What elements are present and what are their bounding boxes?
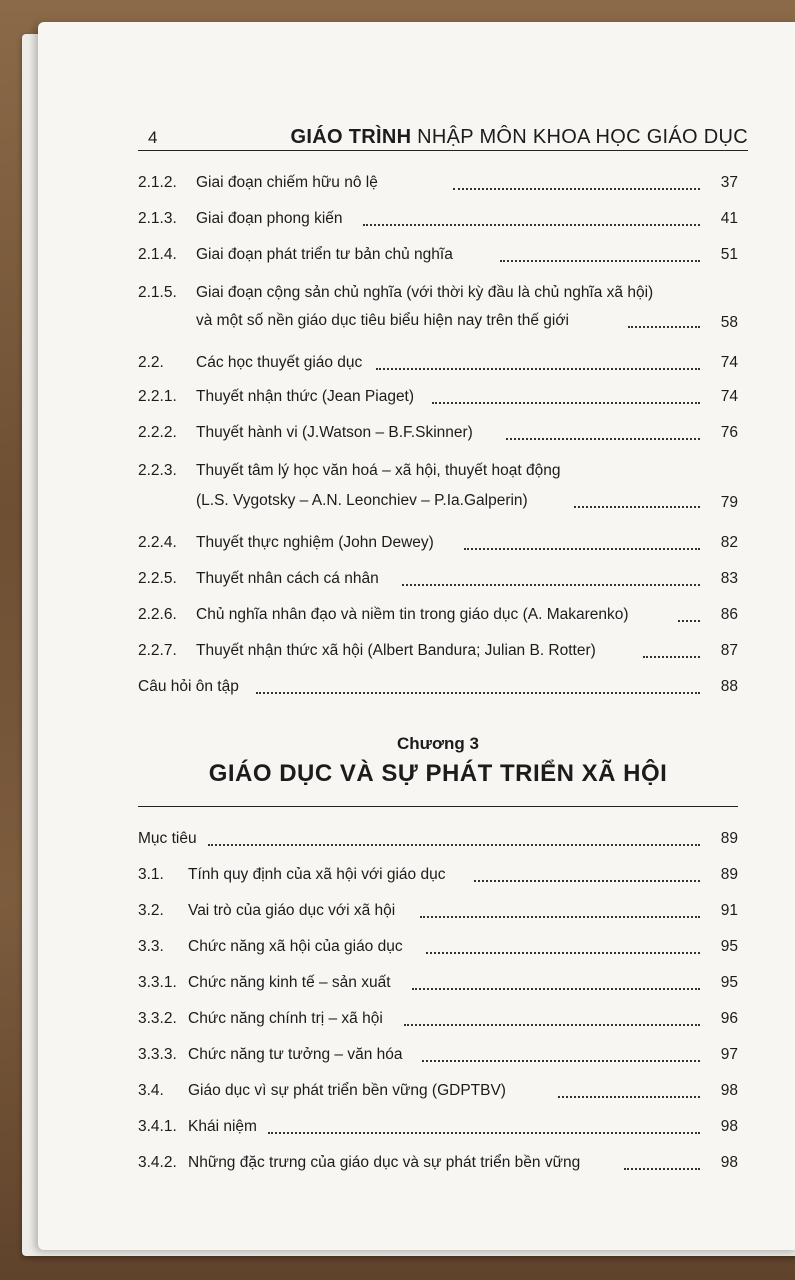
entry-page: 58 (720, 314, 738, 331)
running-title-rest: NHẬP MÔN KHOA HỌC GIÁO DỤC (411, 126, 748, 148)
header-rule (138, 150, 748, 151)
dot-leader (628, 326, 700, 328)
entry-page: 98 (720, 1082, 738, 1099)
entry-page: 74 (720, 354, 738, 371)
entry-title: Chủ nghĩa nhân đạo và niềm tin trong giáo dục (A. Makarenko) (196, 606, 629, 623)
entry-number: 3.3. (138, 938, 164, 955)
entry-title: Thuyết nhân cách cá nhân (196, 570, 379, 587)
dot-leader (404, 1024, 700, 1026)
entry-page: 95 (720, 974, 738, 991)
entry-title: Chức năng xã hội của giáo dục (188, 938, 403, 955)
dot-leader (426, 952, 700, 954)
dot-leader (412, 988, 700, 990)
entry-title: Những đặc trưng của giáo dục và sự phát triển bền vững (188, 1154, 581, 1171)
entry-number: 2.2.6. (138, 606, 177, 623)
entry-title: Câu hỏi ôn tập (138, 678, 239, 695)
entry-title: Khái niệm (188, 1118, 257, 1135)
entry-page: 79 (720, 494, 738, 511)
entry-title: Các học thuyết giáo dục (196, 354, 363, 371)
dot-leader (678, 620, 700, 622)
entry-number: 2.2.2. (138, 424, 177, 441)
dot-leader (402, 584, 700, 586)
entry-page: 88 (720, 678, 738, 695)
entry-number: 3.2. (138, 902, 164, 919)
entry-page: 83 (720, 570, 738, 587)
entry-title: Mục tiêu (138, 830, 197, 847)
entry-page: 89 (720, 866, 738, 883)
dot-leader (432, 402, 700, 404)
entry-title: Chức năng kinh tế – sản xuất (188, 974, 391, 991)
dot-leader (420, 916, 700, 918)
dot-leader (506, 438, 700, 440)
book-page (38, 22, 795, 1250)
dot-leader (500, 260, 700, 262)
entry-title: Chức năng tư tưởng – văn hóa (188, 1046, 403, 1063)
entry-title: Thuyết nhận thức xã hội (Albert Bandura; Julian B. Rotter) (196, 642, 596, 659)
entry-title: Giáo dục vì sự phát triển bền vững (GDPTBV) (188, 1082, 506, 1099)
dot-leader (268, 1132, 700, 1134)
entry-number: 2.1.5. (138, 284, 177, 301)
entry-number: 2.1.4. (138, 246, 177, 263)
entry-page: 98 (720, 1154, 738, 1171)
dot-leader (574, 506, 700, 508)
entry-number: 3.3.3. (138, 1046, 177, 1063)
entry-number: 2.2. (138, 354, 164, 371)
entry-number: 3.4.2. (138, 1154, 177, 1171)
entry-number: 3.3.1. (138, 974, 177, 991)
dot-leader (474, 880, 700, 882)
entry-page: 97 (720, 1046, 738, 1063)
toc-entry (138, 280, 738, 336)
entry-number: 3.4. (138, 1082, 164, 1099)
entry-number: 2.1.2. (138, 174, 177, 191)
dot-leader (464, 548, 700, 550)
entry-number: 3.1. (138, 866, 164, 883)
entry-page: 89 (720, 830, 738, 847)
entry-title-line2: (L.S. Vygotsky – A.N. Leonchiev – P.Ia.Galperin) (196, 492, 528, 509)
entry-title: Thuyết tâm lý học văn hoá – xã hội, thuyết hoạt động (196, 462, 561, 479)
chapter-label: Chương 3 (396, 734, 479, 753)
entry-number: 2.2.7. (138, 642, 177, 659)
entry-page: 98 (720, 1118, 738, 1135)
entry-title: Giai đoạn phong kiến (196, 210, 343, 227)
dot-leader (256, 692, 700, 694)
entry-title: Giai đoạn chiếm hữu nô lệ (196, 174, 378, 191)
entry-title: Thuyết thực nghiệm (John Dewey) (196, 534, 434, 551)
entry-number: 2.2.4. (138, 534, 177, 551)
dot-leader (643, 656, 700, 658)
entry-page: 86 (720, 606, 738, 623)
entry-number: 2.2.1. (138, 388, 177, 405)
entry-title: Tính quy định của xã hội với giáo dục (188, 866, 446, 883)
entry-number: 3.3.2. (138, 1010, 177, 1027)
dot-leader (363, 224, 700, 226)
entry-title: Giai đoạn phát triển tư bản chủ nghĩa (196, 246, 453, 263)
entry-page: 82 (720, 534, 738, 551)
entry-page: 96 (720, 1010, 738, 1027)
dot-leader (376, 368, 700, 370)
page-number: 4 (148, 128, 158, 147)
entry-page: 74 (720, 388, 738, 405)
chapter-rule (138, 806, 738, 807)
entry-title: Giai đoạn cộng sản chủ nghĩa (với thời kỳ đầu là chủ nghĩa xã hội) (196, 284, 654, 301)
running-header (148, 106, 748, 146)
entry-title: Thuyết nhận thức (Jean Piaget) (196, 388, 415, 405)
dot-leader (422, 1060, 700, 1062)
entry-title: Chức năng chính trị – xã hội (188, 1010, 383, 1027)
entry-page: 76 (720, 424, 738, 441)
entry-page: 91 (720, 902, 738, 919)
entry-page: 41 (720, 210, 738, 227)
running-title-bold: GIÁO TRÌNH (290, 126, 412, 148)
dot-leader (208, 844, 700, 846)
entry-number: 2.2.3. (138, 462, 177, 479)
entry-page: 51 (720, 246, 738, 263)
entry-number: 2.2.5. (138, 570, 177, 587)
entry-title: Vai trò của giáo dục với xã hội (188, 902, 396, 919)
entry-page: 95 (720, 938, 738, 955)
entry-page: 37 (720, 174, 738, 191)
dot-leader (453, 188, 700, 190)
dot-leader (624, 1168, 700, 1170)
toc-entry (138, 458, 738, 514)
entry-number: 3.4.1. (138, 1118, 177, 1135)
entry-title: Thuyết hành vi (J.Watson – B.F.Skinner) (196, 424, 473, 441)
entry-page: 87 (720, 642, 738, 659)
running-title (291, 126, 748, 149)
chapter-title: GIÁO DỤC VÀ SỰ PHÁT TRIỂN XÃ HỘI (208, 760, 668, 787)
entry-number: 2.1.3. (138, 210, 177, 227)
dot-leader (558, 1096, 700, 1098)
entry-title-line2: và một số nền giáo dục tiêu biểu hiện nay trên thế giới (196, 312, 569, 329)
